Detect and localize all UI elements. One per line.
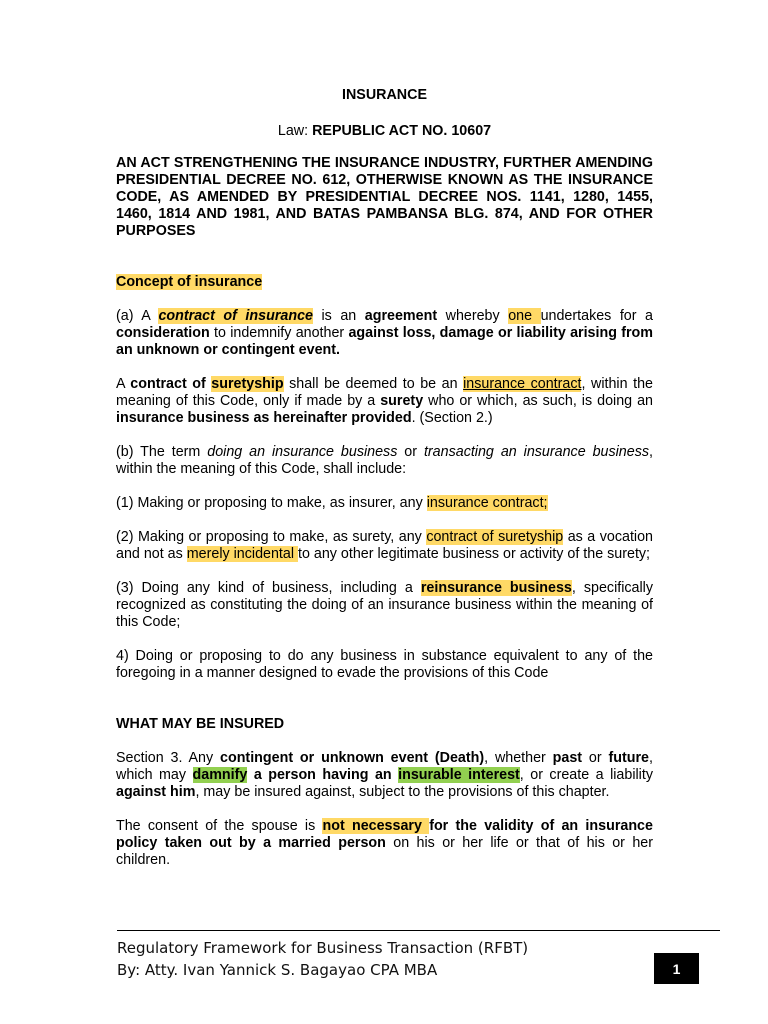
highlight-damnify: damnify	[192, 767, 248, 783]
bold-against-him: against him	[116, 784, 196, 800]
text: who or which, as such, is doing an	[423, 393, 653, 409]
highlight-not-necessary: not necessary	[322, 818, 430, 834]
text: , or create a liability	[519, 767, 653, 783]
bold-contingent-event: contingent or unknown event (Death)	[220, 750, 485, 766]
document-title: INSURANCE	[342, 87, 427, 103]
bold-validity: for the validity of an insurance policy taken out by a married person	[116, 818, 653, 851]
concept-heading-text: Concept of insurance	[116, 274, 263, 290]
what-may-be-insured-heading: WHAT MAY BE INSURED	[116, 716, 285, 732]
bold-consideration: consideration	[116, 325, 210, 341]
highlight-contract-of-insurance: contract of insurance	[158, 308, 313, 324]
bold-future: future	[608, 750, 650, 766]
text: (2) Making or proposing to make, as surety, any	[116, 529, 427, 545]
text: or	[397, 444, 424, 460]
text: undertakes for a	[540, 308, 653, 324]
bold-contract-of: contract of	[130, 376, 212, 392]
page-number-badge	[654, 953, 699, 984]
list-item-2	[116, 529, 653, 563]
list-item-1	[116, 495, 653, 512]
list-item-3	[116, 580, 653, 631]
highlight-insurance-contract: insurance contract	[463, 376, 582, 392]
text: shall be deemed to be an	[283, 376, 464, 392]
section-3	[116, 750, 653, 801]
footer-author: By: Atty. Ivan Yannick S. Bagayao CPA MBA	[117, 961, 438, 979]
italic-transacting-business: transacting an insurance business	[423, 444, 650, 460]
text: is an	[312, 308, 365, 324]
law-value: REPUBLIC ACT NO. 10607	[312, 123, 492, 139]
bold-insurance-business: insurance business as hereinafter provided	[116, 410, 412, 426]
text: , specifically recognized as constituting the doing of an insurance business within the meaning of this Code;	[116, 580, 653, 630]
law-line: Law: REPUBLIC ACT NO. 10607	[277, 123, 492, 139]
paragraph-suretyship	[116, 376, 653, 427]
text: (b) The term	[116, 444, 208, 460]
text: , which may	[116, 750, 653, 783]
bold-past: past	[552, 750, 583, 766]
highlight-insurable-interest: insurable interest	[398, 767, 520, 783]
text: or	[582, 750, 609, 766]
bold-against-loss: against loss, damage or liability arising from an unknown or contingent event.	[116, 325, 653, 358]
bold-agreement: agreement	[364, 308, 438, 324]
act-title: AN ACT STRENGTHENING THE INSURANCE INDUSTRY, FURTHER AMENDING PRESIDENTIAL DECREE NO. 612, OTHERWISE KNOWN AS THE INSURANCE CODE, AS AMENDED BY PRESIDENTIAL DECREE NOS. 1141, 1280, 1455, 1460, 1814 AND 1981, AND BATAS PAMBANSA BLG. 874, AND FOR OTHER PURPOSES	[116, 155, 653, 239]
text: , may be insured against, subject to the provisions of this chapter.	[195, 784, 610, 800]
text: on his or her life or that of his or her children.	[116, 835, 653, 868]
highlight-suretyship: suretyship	[211, 376, 284, 392]
text: A	[116, 376, 131, 392]
text: , within the meaning of this Code, only if made by a	[116, 376, 653, 409]
text: (3) Doing any kind of business, including a	[116, 580, 421, 596]
spouse-consent	[116, 818, 653, 869]
highlight-insurance-contract: insurance contract;	[426, 495, 548, 511]
highlight-one: one	[508, 308, 541, 324]
bold-a-person: a person having an	[247, 767, 399, 783]
paragraph-b	[116, 444, 653, 478]
list-item-4: 4) Doing or proposing to do any business in substance equivalent to any of the foregoing in a manner designed to evade the provisions of this Code	[116, 648, 653, 681]
page-content	[116, 84, 653, 869]
text: to indemnify another	[209, 325, 349, 341]
italic-doing-business: doing an insurance business	[207, 444, 398, 460]
text: , within the meaning of this Code, shall include:	[116, 444, 653, 477]
text: (a) A	[116, 308, 159, 324]
highlight-merely-incidental: merely incidental	[186, 546, 298, 562]
footer-divider	[117, 930, 720, 931]
text: as a vocation and not as	[116, 529, 653, 562]
page-footer	[117, 937, 528, 981]
paragraph-a	[116, 308, 653, 359]
text: to any other legitimate business or activity of the surety;	[298, 546, 651, 562]
page-number: 1	[672, 960, 681, 977]
highlight-contract-of-suretyship: contract of suretyship	[426, 529, 564, 545]
concept-heading	[116, 274, 653, 291]
text: The consent of the spouse is	[116, 818, 323, 834]
text: . (Section 2.)	[411, 410, 493, 426]
highlight-reinsurance-business: reinsurance business	[420, 580, 572, 596]
law-label: Law	[277, 123, 305, 139]
text: , whether	[484, 750, 553, 766]
text: whereby	[437, 308, 509, 324]
footer-course-title: Regulatory Framework for Business Transaction (RFBT)	[117, 939, 529, 957]
bold-surety: surety	[380, 393, 424, 409]
text: Section 3. Any	[116, 750, 221, 766]
text: (1) Making or proposing to make, as insurer, any	[116, 495, 427, 511]
